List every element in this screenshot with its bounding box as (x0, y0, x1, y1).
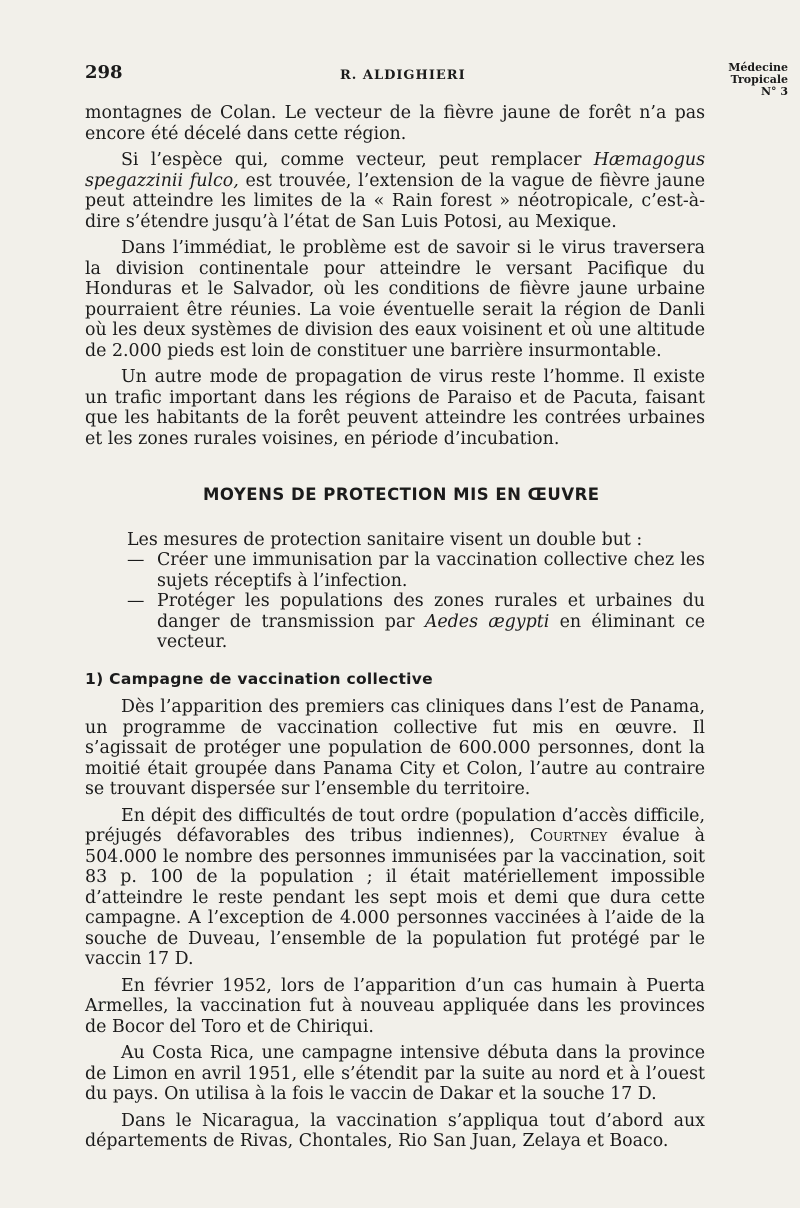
journal-reference (728, 62, 788, 98)
list-item-text: en éliminant ce vecteur. (157, 611, 705, 652)
paragraph-continental-division: Dans l’immédiat, le problème est de savoir si le virus traversera la division continentale pour atteindre le versant Pacifique du Honduras et le Salvador, où les conditions de fièvre jaune urbaine pourraient être réunies. La voie éventuelle serait la région de Danli où les deux systèmes de division des eaux voisinent et où une altitude de 2.000 pieds est loin de constituer une barrière insurmontable. (85, 238, 705, 361)
paragraph-february-1952: En février 1952, lors de l’apparition d’un cas humain à Puerta Armelles, la vaccination fut à nouveau appliquée dans les provinces de Bocor del Toro et de Chiriqui. (85, 975, 705, 1037)
paragraph-human-propagation: Un autre mode de propagation de virus reste l’homme. Il existe un trafic important dans les régions de Paraiso et de Pacuta, faisant que les habitants de la forêt peuvent atteindre les contrées urbaines et les zones rurales voisines, en période d’incubation. (85, 367, 705, 449)
section-title: MOYENS DE PROTECTION MIS EN ŒUVRE (203, 485, 600, 504)
paragraph-panama-program: Dès l’apparition des premiers cas cliniques dans l’est de Panama, un programme de vaccination collective fut mis en œuvre. Il s’agissait de protéger une population de 600.000 personnes, dont la moitié était groupée dans Panama City et Colon, l’autre au contraire se trouvant dispersée sur l’ensemble du territoire. (85, 697, 705, 799)
paragraph-text: En dépit des difficultés de tout ordre (population d’accès difficile, préjugés défavorables des tribus indiennes), (85, 805, 705, 846)
page-header (85, 62, 788, 102)
paragraph-vaccination-results (85, 806, 705, 970)
list-item-text: Créer une immunisation par la vaccination collective chez les sujets réceptifs à l’infection. (157, 550, 705, 591)
list-item (127, 550, 705, 591)
species-name: Aedes ægypti (424, 611, 550, 632)
paragraph-text: Si l’espèce qui, comme vecteur, peut remplacer (121, 150, 594, 170)
article-body (85, 103, 705, 1152)
dash-bullet: — (127, 591, 145, 611)
section-intro: Les mesures de protection sanitaire visent un double but : (127, 529, 643, 550)
running-head-author: R. ALDIGHIERI (340, 68, 466, 83)
list-item-text: Protéger les populations des zones rurales et urbaines du danger de transmission par (157, 591, 705, 632)
page-number: 298 (85, 62, 123, 83)
journal-line-1: Médecine (728, 61, 788, 74)
author-name: Courtney (529, 826, 608, 846)
paragraph-text: évalue à 504.000 le nombre des personnes immunisées par la vaccination, soit 83 p. 100 de la population ; il était matériellement impossible d’atteindre le reste pendant les sept mois et demi que dura cette campagne. A l’exception de 4.000 personnes vaccinées à l’aide de la souche de Duveau, l’ensemble de la population fut protégé par le vaccin 17 D. (85, 826, 705, 969)
paragraph-nicaragua: Dans le Nicaragua, la vaccination s’appliqua tout d’abord aux départements de Rivas, Chontales, Rio San Juan, Zelaya et Boaco. (85, 1110, 705, 1151)
dash-bullet: — (127, 550, 145, 570)
journal-line-3: N° 3 (760, 85, 788, 98)
objectives-list (127, 550, 705, 653)
journal-line-2: Tropicale (730, 73, 788, 86)
species-name: Hæmagogus spegazzinii fulco, (85, 150, 705, 191)
paragraph-costa-rica: Au Costa Rica, une campagne intensive débuta dans la province de Limon en avril 1951, elle s’étendit par la suite au nord et à l’ouest du pays. On utilisa à la fois le vaccin de Dakar et la souche 17 D. (85, 1043, 705, 1104)
paragraph-vector-species (85, 150, 705, 232)
list-item (127, 591, 705, 653)
subsection-heading: 1) Campagne de vaccination collective (85, 669, 433, 688)
paragraph-text: est trouvée, l’extension de la vague de fièvre jaune peut atteindre les limites de la « Rain forest » néotropicale, c’est-à-dire s’étendre jusqu’à l’état de San Luis Potosi, au Mexique. (85, 170, 705, 232)
paragraph-continued: montagnes de Colan. Le vecteur de la fièvre jaune de forêt n’a pas encore été décelé dans cette région. (85, 103, 705, 144)
